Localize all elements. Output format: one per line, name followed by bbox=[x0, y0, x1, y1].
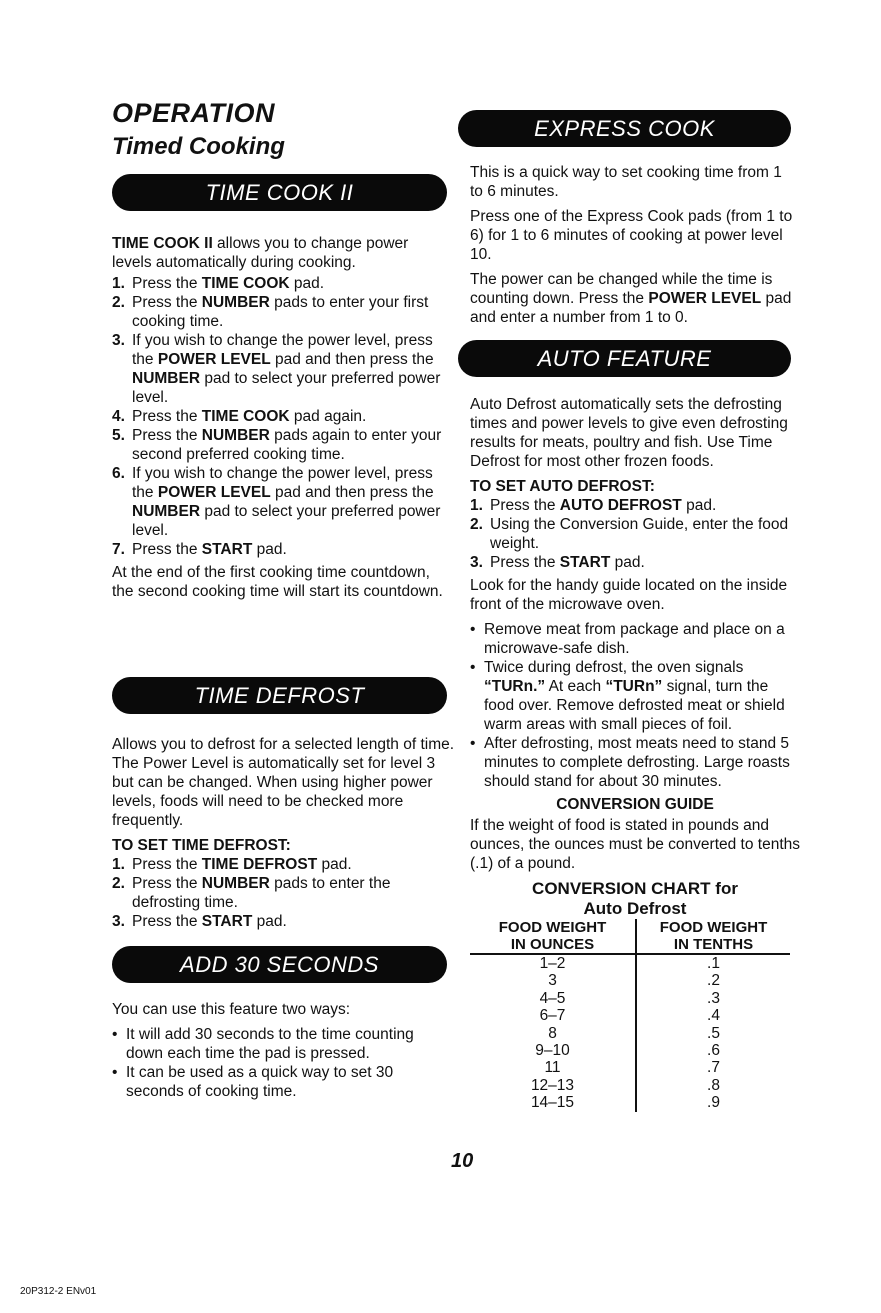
list-item: • Remove meat from package and place on a microwave-safe dish. bbox=[470, 620, 800, 658]
table-row: 4–5 .3 bbox=[470, 990, 790, 1007]
conversion-guide-title: CONVERSION GUIDE bbox=[556, 796, 714, 813]
column-header-tenths: FOOD WEIGHT IN TENTHS bbox=[659, 919, 768, 953]
list-item: 2. Press the NUMBER pads to enter the defrosting time. bbox=[112, 875, 391, 911]
document-code: 20P312-2 ENv01 bbox=[20, 1286, 97, 1297]
conversion-table bbox=[470, 919, 790, 1112]
section-subtitle: Timed Cooking bbox=[112, 133, 285, 160]
add-30-heading: ADD 30 SECONDS bbox=[112, 946, 447, 983]
list-item: 3. If you wish to change the power level, press the POWER LEVEL pad and then press the NUMBER pad to select your preferred power level. bbox=[112, 332, 441, 406]
list-item: 2. Using the Conversion Guide, enter the food weight. bbox=[470, 516, 789, 552]
auto-feature-heading: AUTO FEATURE bbox=[458, 340, 791, 377]
list-item: • After defrosting, most meats need to stand 5 minutes to complete defrosting. Large roasts should stand for about 30 minutes. bbox=[470, 734, 800, 791]
time-defrost-body bbox=[112, 735, 457, 931]
list-item: 7. Press the START pad. bbox=[112, 541, 287, 558]
table-row: 11 .7 bbox=[470, 1059, 790, 1076]
list-item: • It can be used as a quick way to set 30 seconds of cooking time. bbox=[112, 1063, 442, 1101]
auto-feature-body bbox=[470, 395, 800, 1112]
conversion-chart-title: CONVERSION CHART for Auto Defrost bbox=[532, 879, 738, 918]
time-defrost-intro: Allows you to defrost for a selected length of time. The Power Level is automatically set for level 3 but can be changed. When using higher power levels, foods will need to be checked more frequently. bbox=[112, 736, 455, 829]
list-item: 3. Press the START pad. bbox=[112, 913, 287, 930]
list-item: • Twice during defrost, the oven signals “TURn.” At each “TURn” signal, turn the food over. Remove defrosted meat or shield warm areas with small pieces of foil. bbox=[470, 658, 800, 734]
list-item: 3. Press the START pad. bbox=[470, 554, 645, 571]
express-p1: This is a quick way to set cooking time from 1 to 6 minutes. bbox=[470, 164, 782, 200]
table-row: 14–15 .9 bbox=[470, 1094, 790, 1111]
list-item: 5. Press the NUMBER pads again to enter your second preferred cooking time. bbox=[112, 427, 442, 463]
table-header-row bbox=[470, 919, 790, 954]
table-row: 8 .5 bbox=[470, 1025, 790, 1042]
auto-guide-note: Look for the handy guide located on the inside front of the microwave oven. bbox=[470, 577, 788, 613]
section-title: OPERATION bbox=[112, 98, 276, 128]
time-cook-heading: TIME COOK II bbox=[112, 174, 447, 211]
time-cook-closing: At the end of the first cooking time countdown, the second cooking time will start its countdown. bbox=[112, 564, 443, 600]
list-item: 6. If you wish to change the power level, press the POWER LEVEL pad and then press the NUMBER pad to select your preferred power level. bbox=[112, 465, 441, 539]
add-30-bullets bbox=[112, 1025, 442, 1101]
auto-subhead: TO SET AUTO DEFROST: bbox=[470, 478, 655, 495]
column-header-ounces: FOOD WEIGHT IN OUNCES bbox=[470, 919, 636, 954]
list-item: 1. Press the AUTO DEFROST pad. bbox=[470, 497, 717, 514]
list-item: 1. Press the TIME DEFROST pad. bbox=[112, 856, 352, 873]
list-item: 2. Press the NUMBER pads to enter your first cooking time. bbox=[112, 294, 429, 330]
time-defrost-heading: TIME DEFROST bbox=[112, 677, 447, 714]
add-30-body bbox=[112, 1000, 442, 1101]
express-cook-body bbox=[470, 163, 795, 333]
time-cook-intro: TIME COOK II allows you to change power levels automatically during cooking. bbox=[112, 235, 409, 271]
auto-intro: Auto Defrost automatically sets the defrosting times and power levels to give even defrosting results for meats, poultry and fish. Use Time Defrost for most other frozen foods. bbox=[470, 396, 788, 470]
add-30-intro: You can use this feature two ways: bbox=[112, 1001, 351, 1018]
list-item: 1. Press the TIME COOK pad. bbox=[112, 275, 325, 292]
list-item: • It will add 30 seconds to the time counting down each time the pad is pressed. bbox=[112, 1025, 442, 1063]
conversion-guide-text: If the weight of food is stated in pounds and ounces, the ounces must be converted to tenths (.1) of a pound. bbox=[470, 817, 801, 872]
table-row: 3 .2 bbox=[470, 972, 790, 989]
express-p3: The power can be changed while the time is counting down. Press the POWER LEVEL pad and enter a number from 1 to 0. bbox=[470, 271, 792, 326]
time-defrost-steps bbox=[112, 855, 457, 931]
express-p2: Press one of the Express Cook pads (from 1 to 6) for 1 to 6 minutes of cooking at power level 10. bbox=[470, 208, 793, 263]
auto-bullets bbox=[470, 620, 800, 791]
table-row: 12–13 .8 bbox=[470, 1077, 790, 1094]
list-item: 4. Press the TIME COOK pad again. bbox=[112, 408, 367, 425]
table-row: 1–2 .1 bbox=[470, 954, 790, 972]
express-cook-heading: EXPRESS COOK bbox=[458, 110, 791, 147]
page-number: 10 bbox=[451, 1150, 474, 1172]
time-defrost-subhead: TO SET TIME DEFROST: bbox=[112, 837, 291, 854]
time-cook-body bbox=[112, 234, 452, 607]
auto-steps bbox=[470, 496, 800, 572]
table-row: 6–7 .4 bbox=[470, 1007, 790, 1024]
table-row: 9–10 .6 bbox=[470, 1042, 790, 1059]
time-cook-steps bbox=[112, 274, 452, 559]
